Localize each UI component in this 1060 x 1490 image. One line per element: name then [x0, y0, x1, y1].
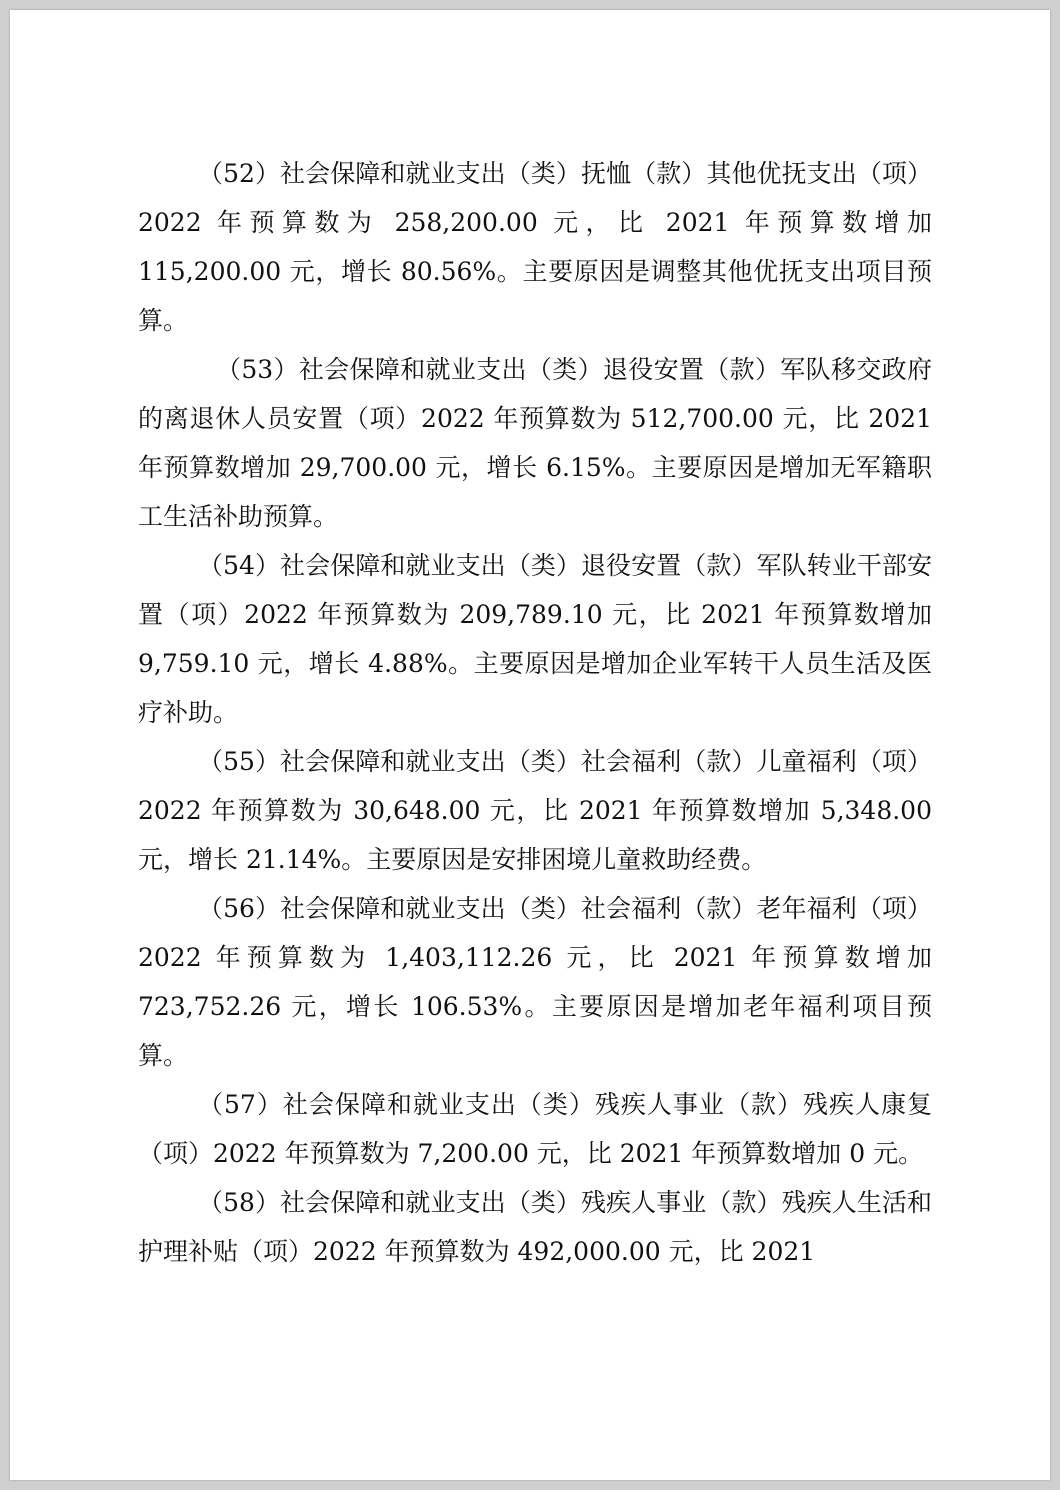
paragraph-54: （54）社会保障和就业支出（类）退役安置（款）军队转业干部安置（项）2022 年预算数为 209,789.10 元，比 2021 年预算数增加 9,759.10 元，增长 4.88%。主要原因是增加企业军转干人员生活及医疗补助。 — [138, 551, 932, 727]
document-body — [138, 149, 932, 1276]
paragraph-52: （52）社会保障和就业支出（类）抚恤（款）其他优抚支出（项）2022 年预算数为 258,200.00 元，比 2021 年预算数增加 115,200.00 元，增长 80.56%。主要原因是调整其他优抚支出项目预算。 — [138, 159, 932, 335]
paragraph-56: （56）社会保障和就业支出（类）社会福利（款）老年福利（项）2022 年预算数为 1,403,112.26 元，比 2021 年预算数增加 723,752.26 元，增长 106.53%。主要原因是增加老年福利项目预算。 — [138, 894, 932, 1070]
document-page — [10, 10, 1050, 1480]
paragraph-58: （58）社会保障和就业支出（类）残疾人事业（款）残疾人生活和护理补贴（项）2022 年预算数为 492,000.00 元，比 2021 — [138, 1188, 932, 1266]
paragraph-53: （53）社会保障和就业支出（类）退役安置（款）军队移交政府的离退休人员安置（项）2022 年预算数为 512,700.00 元，比 2021 年预算数增加 29,700.00 元，增长 6.15%。主要原因是增加无军籍职工生活补助预算。 — [138, 355, 932, 531]
paragraph-57: （57）社会保障和就业支出（类）残疾人事业（款）残疾人康复（项）2022 年预算数为 7,200.00 元，比 2021 年预算数增加 0 元。 — [138, 1090, 932, 1168]
paragraph-55: （55）社会保障和就业支出（类）社会福利（款）儿童福利（项）2022 年预算数为 30,648.00 元，比 2021 年预算数增加 5,348.00 元，增长 21.14%。主要原因是安排困境儿童救助经费。 — [138, 747, 932, 874]
